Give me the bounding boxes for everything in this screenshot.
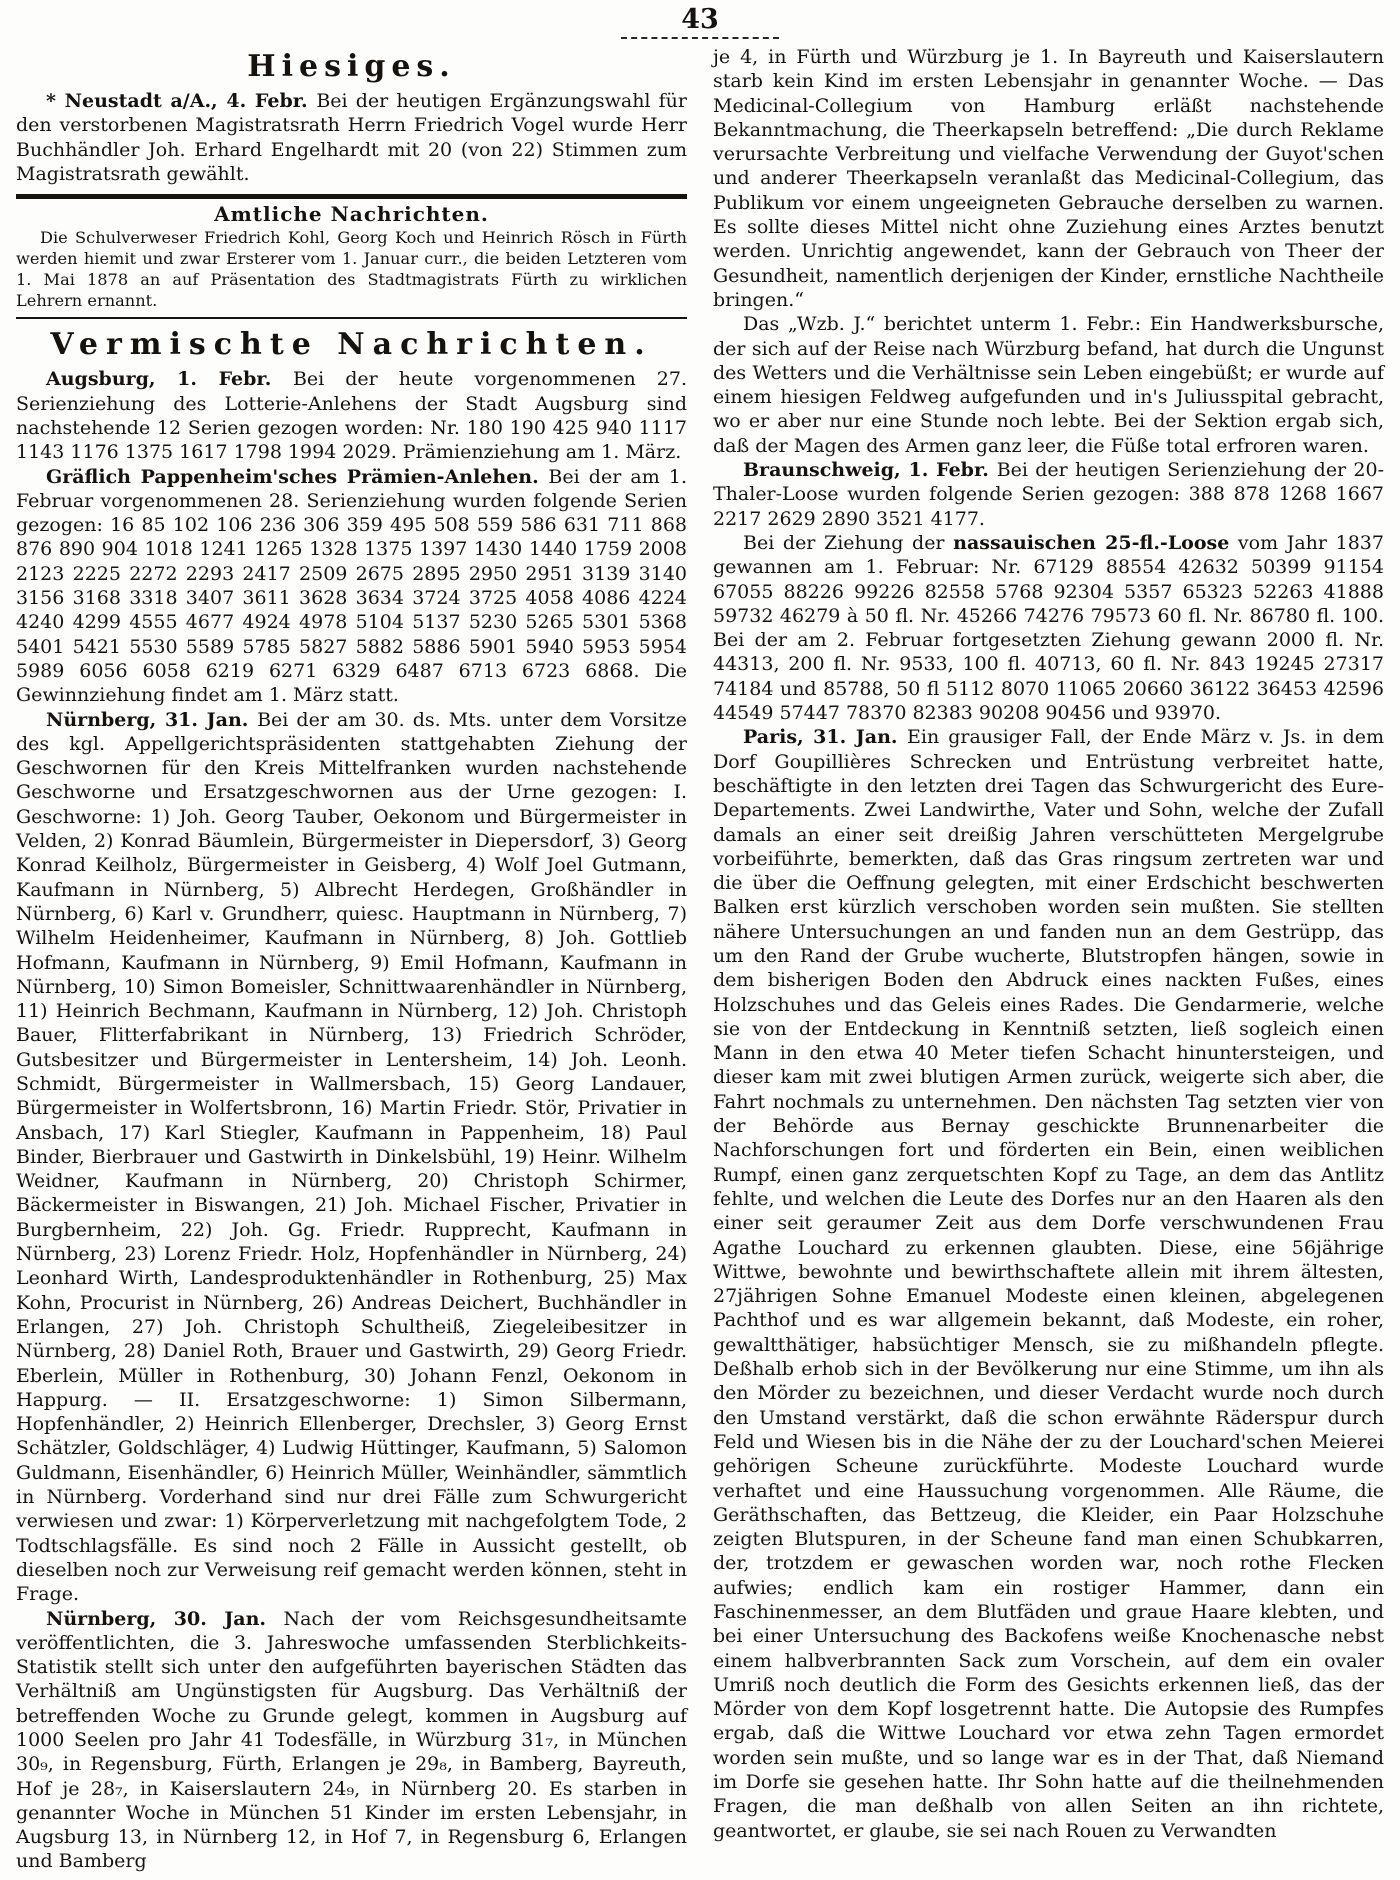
article-nuernberg-31jan-lead: Nürnberg, 31. Jan. (46, 708, 258, 731)
article-paris-body: Ein grausiger Fall, der Ende März v. Js. in dem Dorf Goupillières Schrecken und Entrüstung verbreitet hatte, beschäftigte in den letzten drei Tagen das Schwurgericht des Eure-Departements. Zwei Landwirthe, Vater und Sohn, welche der Zufall damals an einer seit dreißig Jahren verschütteten Mergelgrube vorbeiführte, bemerkten, daß das Gras ringsum zertreten war und die über die Oeffnung gelegten, mit einer Erdschicht beschwerten Balken erst kürzlich verschoben worden sein mußten. Sie stellten nähere Untersuchungen an und fanden nun an dem Gestrüpp, das um den Rand der Grube wucherte, Blutstropfen hängen, sowie in dem bisherigen Boden den Abdruck eines nackten Fußes, eines Holzschuhes und das Geleis eines Rades. Die Gendarmerie, welche sie von der Entdeckung in Kenntniß setzten, ließ sogleich einen Mann in den etwa 40 Meter tiefen Schacht hinuntersteigen, und dieser kam mit zwei blutigen Armen zurück, weigerte sich aber, die Fahrt nochmals zu unternehmen. Den nächsten Tag setzten vier von der Behörde aus Bernay geschickte Brunnenarbeiter die Nachforschungen fort und förderten ein Bein, einen weiblichen Rumpf, einen ganz zerquetschten Kopf zu Tage, an dem das Antlitz fehlte, und welchen die Leute des Dorfes nur an den Haaren als den einer seit geraumer Zeit aus dem Dorfe verschwundenen Frau Agathe Louchard zu erkennen glaubten. Diese, eine 56jährige Wittwe, bewohnte und bewirthschaftete allein mit ihrem ältesten, 27jährigen Sohne Emanuel Modeste einen kleinen, abgelegenen Pachthof und es war allgemein bekannt, daß Modeste, ein roher, gewaltthätiger, habsüchtiger Mensch, sie zu mißhandeln pflegte. Deßhalb erhob sich in der Bevölkerung nur eine Stimme, um ihn als den Mörder zu bezeichnen, und dieser Verdacht wurde noch durch den Umstand verstärkt, daß die schon erwähnte Räderspur durch Feld und Wiesen bis in die Nähe der zu der Louchard'schen Meierei gehörigen Scheune zurückführte. Modeste Louchard wurde verhaftet und eine Haussuchung vorgenommen. Alle Räume, die Geräthschaften, das Bettzeug, die Kleider, ein Paar Holzschuhe zeigten Blutspuren, in der Scheune fand man einen Schubkarren, der, trotzdem er gewaschen worden war, noch rothe Flecken aufwies; endlich kam ein rostiger Hammer, dann ein Faschinenmesser, an dem Blutfäden und graue Haare klebten, und bei einer Untersuchung des Backofens weiße Knochenasche nebst einem halbverbrannten Sack zum Vorschein, auf dem ein ovaler Umriß noch deutlich die Form des Gesichts erkennen ließ, das der Mörder von dem Kopf losgetrennt hatte. Die Autopsie des Rumpfes ergab, daß die Wittwe Louchard vor etwa zehn Tagen ermordet worden sein mußte, und so lange war es in der That, daß Niemand im Dorfe sie gesehen hatte. Ihr Sohn hatte auf die theilnehmenden Fragen, die man deßhalb von allen Seiten an ihn richtete, geantwortet, er glaube, sie sei nach Rouen zu Verwandten (713, 726, 1384, 1842)
article-braunschweig (713, 458, 1384, 531)
article-augsburg (16, 367, 687, 464)
article-nuernberg-30jan-lead: Nürnberg, 30. Jan. (46, 1607, 284, 1630)
official-notices-box (16, 194, 687, 319)
article-nuernberg-31jan (16, 708, 687, 1607)
article-nassau-pre: Bei der Ziehung der (743, 531, 954, 554)
article-braunschweig-body: Bei der heutigen Serienziehung der 20-Thaler-Loose wurden folgende Serien gezogen: 388 878 1268 1667 2217 2629 2890 3521 4177. (713, 459, 1384, 530)
article-paris-lead: Paris, 31. Jan. (743, 726, 908, 749)
official-notices-body: Die Schulverweser Friedrich Kohl, Georg Koch und Heinrich Rösch in Fürth werden hiemit und zwar Ersterer vom 1. Januar curr., die beiden Letzteren vom 1. Mai 1878 an auf Präsentation des Stadtmagistrats Fürth zu wirklichen Lehrern ernannt. (16, 228, 687, 310)
right-column (713, 45, 1384, 1874)
article-braunschweig-lead: Braunschweig, 1. Febr. (743, 459, 997, 482)
page-number-rule (621, 37, 779, 39)
official-notices-title: Amtliche Nachrichten. (214, 202, 489, 227)
column-container (0, 45, 1400, 1874)
article-wzb: Das „Wzb. J.“ berichtet unterm 1. Febr.: Ein Handwerksbursche, der sich auf der Reise nach Würzburg befand, hat durch die Ungunst des Wetters und die Verhältnisse sein Leben eingebüßt; er wurde auf einem hiesigen Feldweg aufgefunden und in's Juliusspital gebracht, wo er aber nur eine Stunde noch lebte. Bei der Sektion ergab sich, daß der Magen des Armen ganz leer, die Füße total erfroren waren. (713, 313, 1384, 457)
article-nuernberg-30jan (16, 1607, 687, 1874)
article-nassau-post: vom Jahr 1837 gewannen am 1. Februar: Nr. 67129 88554 42632 50399 91154 67055 88226 99226 82558 5768 92304 5357 65323 52263 41888 59732 46279 à 50 fl. Nr. 45266 74276 79573 60 fl. Nr. 86780 fl. 100. Bei der am 2. Februar fortgesetzten Ziehung gewann 2000 fl. Nr. 44313, 200 fl. Nr. 9533, 100 fl. 40713, 60 fl. Nr. 843 19245 27317 74184 und 85788, 50 fl 5112 8070 11065 20660 36122 36453 42596 44549 57447 78370 82383 90208 90456 und 93970. (713, 531, 1384, 725)
article-pappenheim-body: Bei der am 1. Februar vorgenommenen 28. Serienziehung wurden folgende Serien gezogen: 16 85 102 106 236 306 359 495 508 559 586 631 711 868 876 890 904 1018 1241 1265 1328 1375 1397 1430 1440 1759 2008 2123 2225 2272 2293 2417 2509 2675 2895 2950 2951 3139 3140 3156 3168 3318 3407 3611 3628 3634 3724 3725 4058 4086 4224 4240 4299 4555 4677 4924 4978 5104 5137 5230 5265 5301 5368 5401 5421 5530 5589 5785 5827 5882 5886 5901 5940 5953 5954 5989 6056 6058 6219 6271 6329 6487 6713 6723 6868. Die Gewinnziehung findet am 1. März statt. (16, 465, 687, 707)
article-pappenheim-lead: Gräflich Pappenheim'sches Prämien-Anlehen. (46, 465, 549, 488)
article-neustadt-lead: * Neustadt a/A., 4. Febr. (46, 90, 317, 112)
left-column (16, 45, 687, 1874)
article-continuation: je 4, in Fürth und Würzburg je 1. In Bayreuth und Kaiserslautern starb kein Kind im ersten Lebensjahr in genannter Woche. — Das Medicinal-Collegium von Hamburg erläßt nachstehende Bekanntmachung, die Theerkapseln betreffend: „Die durch Reklame verursachte Verbreitung und vielfache Verwendung der Guyot'schen und anderer Theerkapseln veranlaßt das Medicinal-Collegium, das Publikum vor einem ungeeigneten Gebrauche derselben zu warnen. Es sollte dieses Mittel nicht ohne Zuziehung eines Arztes benutzt werden. Unrichtig angewendet, kann der Gebrauch von Theer der Gesundheit, namentlich derjenigen der Kinder, ernstliche Nachtheile bringen.“ (713, 46, 1384, 311)
article-neustadt (16, 89, 687, 186)
page-number: 43 (681, 4, 719, 35)
article-nuernberg-30jan-body: Nach der vom Reichsgesundheitsamte veröffentlichten, die 3. Jahreswoche umfassenden Sterblichkeits-Statistik stellt sich unter den aufgeführten bayerischen Städten das Verhältniß am Ungünstigsten für Augsburg. Das Verhältniß der betreffenden Woche zu Grunde gelegt, kommen in Augsburg auf 1000 Seelen pro Jahr 41 Todesfälle, in Würzburg 31₇, in München 30₉, in Regensburg, Fürth, Erlangen je 29₈, in Bamberg, Bayreuth, Hof je 28₇, in Kaiserslautern 24₉, in Nürnberg 20. Es starben in genannter Woche in München 51 Kinder im ersten Lebensjahr, in Augsburg 13, in Nürnberg 12, in Hof 7, in Regensburg 6, Erlangen und Bamberg (16, 1607, 688, 1873)
article-nassau-lead: nassauischen 25-fl.-Loose (953, 531, 1230, 554)
article-paris (713, 725, 1384, 1843)
section-title-hiesiges: Hiesiges. (247, 49, 456, 84)
section-title-vermischte: Vermischte Nachrichten. (50, 327, 653, 363)
article-augsburg-lead: Augsburg, 1. Febr. (46, 368, 293, 391)
article-augsburg-body: Bei der heute vorgenommenen 27. Serienziehung des Lotterie-Anlehens der Stadt Augsburg sind nachstehende 12 Serien gezogen worden: Nr. 180 190 425 940 1117 1143 1176 1375 1617 1798 1994 2029. Prämienziehung am 1. März. (16, 368, 688, 464)
article-neustadt-body: Bei der heutigen Ergänzungswahl für den verstorbenen Magistratsrath Herrn Friedrich Vogel wurde Herr Buchhändler Joh. Erhard Engelhardt mit 20 (von 22) Stimmen zum Magistratsrath gewählt. (16, 90, 687, 185)
article-nuernberg-31jan-body: Bei der am 30. ds. Mts. unter dem Vorsitze des kgl. Appellgerichtspräsidenten stattgehabten Ziehung der Geschwornen für den Kreis Mittelfranken wurden nachstehende Geschworne und Ersatzgeschwornen aus der Urne gezogen: I. Geschworne: 1) Joh. Georg Tauber, Oekonom und Bürgermeister in Velden, 2) Konrad Bäumlein, Bürgermeister in Diepersdorf, 3) Georg Konrad Keilholz, Bürgermeister in Geisberg, 4) Wolf Joel Gutmann, Kaufmann in Nürnberg, 5) Albrecht Herdegen, Großhändler in Nürnberg, 6) Karl v. Grundherr, quiesc. Hauptmann in Nürnberg, 7) Wilhelm Heidenheimer, Kaufmann in Nürnberg, 8) Joh. Gottlieb Hofmann, Kaufmann in Nürnberg, 9) Emil Hofmann, Kaufmann in Nürnberg, 10) Simon Bomeisler, Schnittwaarenhändler in Nürnberg, 11) Heinrich Bechmann, Kaufmann in Nürnberg, 12) Joh. Christoph Bauer, Flitterfabrikant in Nürnberg, 13) Friedrich Schröder, Gutsbesitzer und Bürgermeister in Lentersheim, 14) Joh. Leonh. Schmidt, Bürgermeister in Wallmersbach, 15) Georg Landauer, Bürgermeister in Wolfertsbronn, 16) Martin Friedr. Stör, Privatier in Ansbach, 17) Karl Stiegler, Kaufmann in Pappenheim, 18) Paul Binder, Bierbrauer und Gastwirth in Dinkelsbühl, 19) Heinr. Wilhelm Weidner, Kaufmann in Nürnberg, 20) Christoph Schirmer, Bäckermeister in Biswangen, 21) Joh. Michael Fischer, Privatier in Burgbernheim, 22) Joh. Gg. Friedr. Rupprecht, Kaufmann in Nürnberg, 23) Lorenz Friedr. Holz, Hopfenhändler in Nürnberg, 24) Leonhard Wirth, Landesproduktenhändler in Rothenburg, 25) Max Kohn, Procurist in Nürnberg, 26) Andreas Deichert, Buchhändler in Erlangen, 27) Joh. Christoph Schultheiß, Ziegeleibesitzer in Nürnberg, 28) Daniel Roth, Brauer und Gastwirth, 29) Georg Friedr. Eberlein, Müller in Rothenburg, 30) Johann Fenzl, Oekonom in Happurg. — II. Ersatzgeschworne: 1) Simon Silbermann, Hopfenhändler, 2) Heinrich Ellenberger, Drechsler, 3) Georg Ernst Schätzler, Goldschläger, 4) Ludwig Hüttinger, Kaufmann, 5) Salomon Guldmann, Eisenhändler, 6) Heinrich Müller, Weinhändler, sämmtlich in Nürnberg. Vorderhand sind nur drei Fälle zum Schwurgericht verwiesen und zwar: 1) Körperverletzung mit nachgefolgtem Tode, 2 Todtschlagsfälle. Es sind noch 2 Fälle in Aussicht gestellt, ob dieselben noch zur Verweisung reif gemacht werden können, steht in Frage. (16, 708, 687, 1606)
article-nassau (713, 531, 1384, 725)
article-pappenheim (16, 465, 687, 708)
